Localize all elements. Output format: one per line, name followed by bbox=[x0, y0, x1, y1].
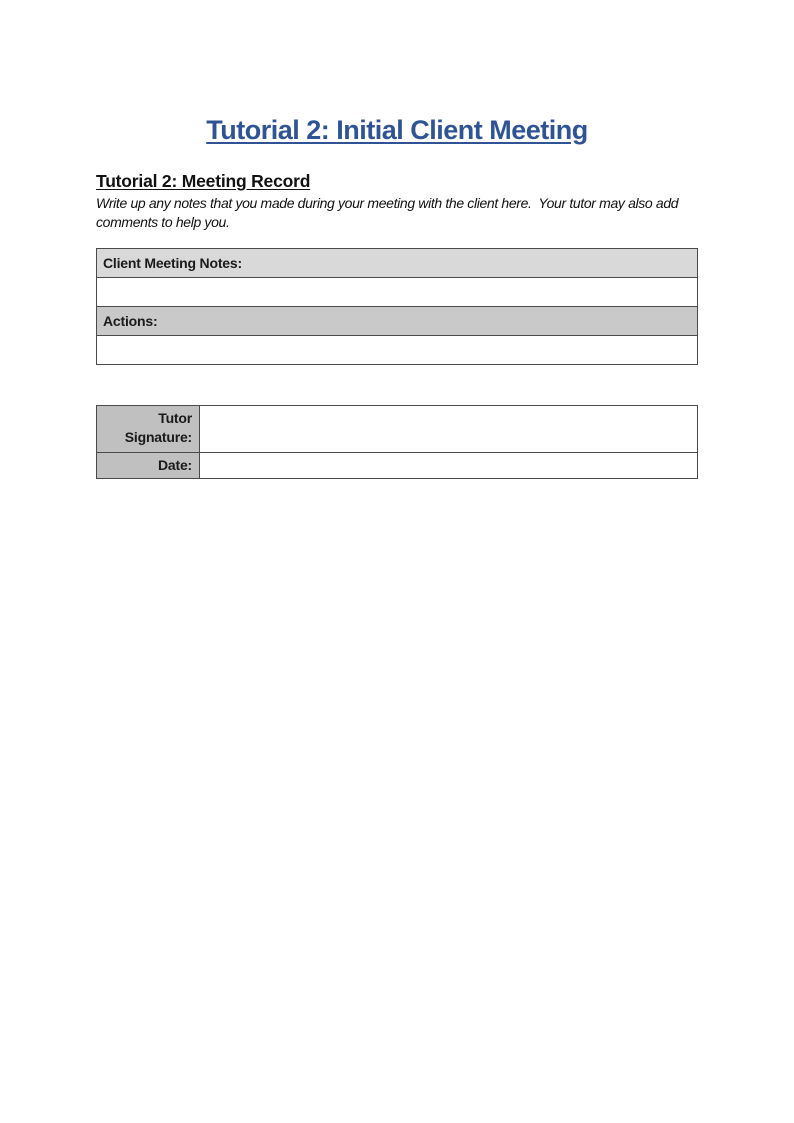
table-row bbox=[97, 453, 698, 479]
meeting-notes-table bbox=[96, 248, 698, 365]
date-label: Date: bbox=[97, 453, 200, 479]
instructions-text: Write up any notes that you made during your meeting with the client here. Your tutor may also add comments to help you. bbox=[96, 195, 682, 230]
section-heading: Tutorial 2: Meeting Record bbox=[96, 171, 311, 191]
document-title: Tutorial 2: Initial Client Meeting bbox=[206, 115, 588, 145]
document-content bbox=[96, 0, 698, 479]
tutor-signature-input-cell[interactable] bbox=[200, 406, 698, 453]
date-input-cell[interactable] bbox=[200, 453, 698, 479]
signature-table bbox=[96, 405, 698, 479]
table-row bbox=[97, 336, 698, 365]
table-row bbox=[97, 278, 698, 307]
client-meeting-notes-input-cell[interactable] bbox=[97, 278, 698, 307]
actions-input-cell[interactable] bbox=[97, 336, 698, 365]
actions-header: Actions: bbox=[97, 307, 698, 336]
client-meeting-notes-header: Client Meeting Notes: bbox=[97, 249, 698, 278]
table-row bbox=[97, 249, 698, 278]
tutor-signature-label: Tutor Signature: bbox=[97, 406, 200, 453]
table-row bbox=[97, 307, 698, 336]
table-row bbox=[97, 406, 698, 453]
